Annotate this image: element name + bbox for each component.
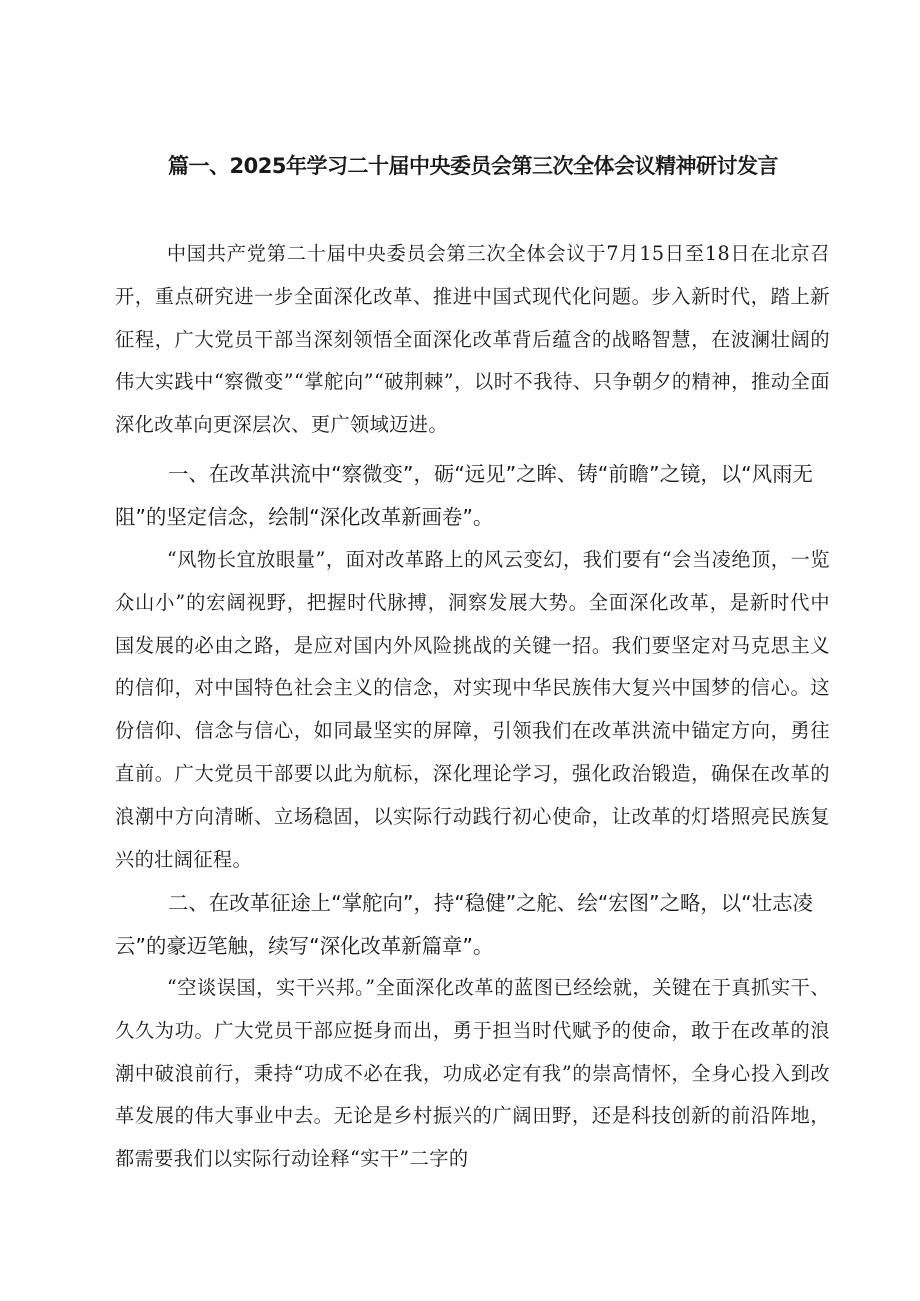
intro-paragraph: 中国共产党第二十届中央委员会第三次全体会议于7月15日至18日在北京召开，重点研究进一步全面深化改革、推进中国式现代化问题。步入新时代，踏上新征程，广大党员干部当深刻领悟全面深化改革背后蕴含的战略智慧，在波澜壮阔的伟大实践中“察微变”“掌舵向”“破荆棘”，以时不我待、只争朝夕的精神，推动全面深化改革向更深层次、更广领域迈进。	[115, 242, 830, 437]
section-1-body: “风物长宜放眼量”，面对改革路上的风云变幻，我们要有“会当凌绝顶，一览众山小”的宏阔视野，把握时代脉搏，洞察发展大势。全面深化改革，是新时代中国发展的必由之路，是应对国内外风险挑战的关键一招。我们要坚定对马克思主义的信仰，对中国特色社会主义的信念，对实现中华民族伟大复兴中国梦的信心。这份信仰、信念与信心，如同最坚实的屏障，引领我们在改革洪流中锚定方向，勇往直前。广大党员干部要以此为航标，深化理论学习，强化政治锻造，确保在改革的浪潮中方向清晰、立场稳固，以实际行动践行初心使命，让改革的灯塔照亮民族复兴的壮阔征程。	[115, 548, 830, 871]
section-1-heading: 一、在改革洪流中“察微变”，砺“远见”之眸、铸“前瞻”之镜，以“风雨无阻”的坚定信念，绘制“深化改革新画卷”。	[115, 462, 813, 529]
section-2-body: “空谈误国，实干兴邦。”全面深化改革的蓝图已经绘就，关键在于真抓实干、久久为功。广大党员干部应挺身而出，勇于担当时代赋予的使命，敢于在改革的浪潮中破浪前行，秉持“功成不必在我，功成必定有我”的崇高情怀，全身心投入到改革发展的伟大事业中去。无论是乡村振兴的广阔田野，还是科技创新的前沿阵地，都需要我们以实际行动诠释“实干”二字的	[115, 976, 830, 1171]
document-title: 篇一、2025年学习二十届中央委员会第三次全体会议精神研讨发言	[168, 154, 778, 178]
section-2-heading: 二、在改革征途上“掌舵向”，持“稳健”之舵、绘“宏图”之略，以“壮志凌云”的豪迈笔触，续写“深化改革新篇章”。	[115, 891, 813, 958]
